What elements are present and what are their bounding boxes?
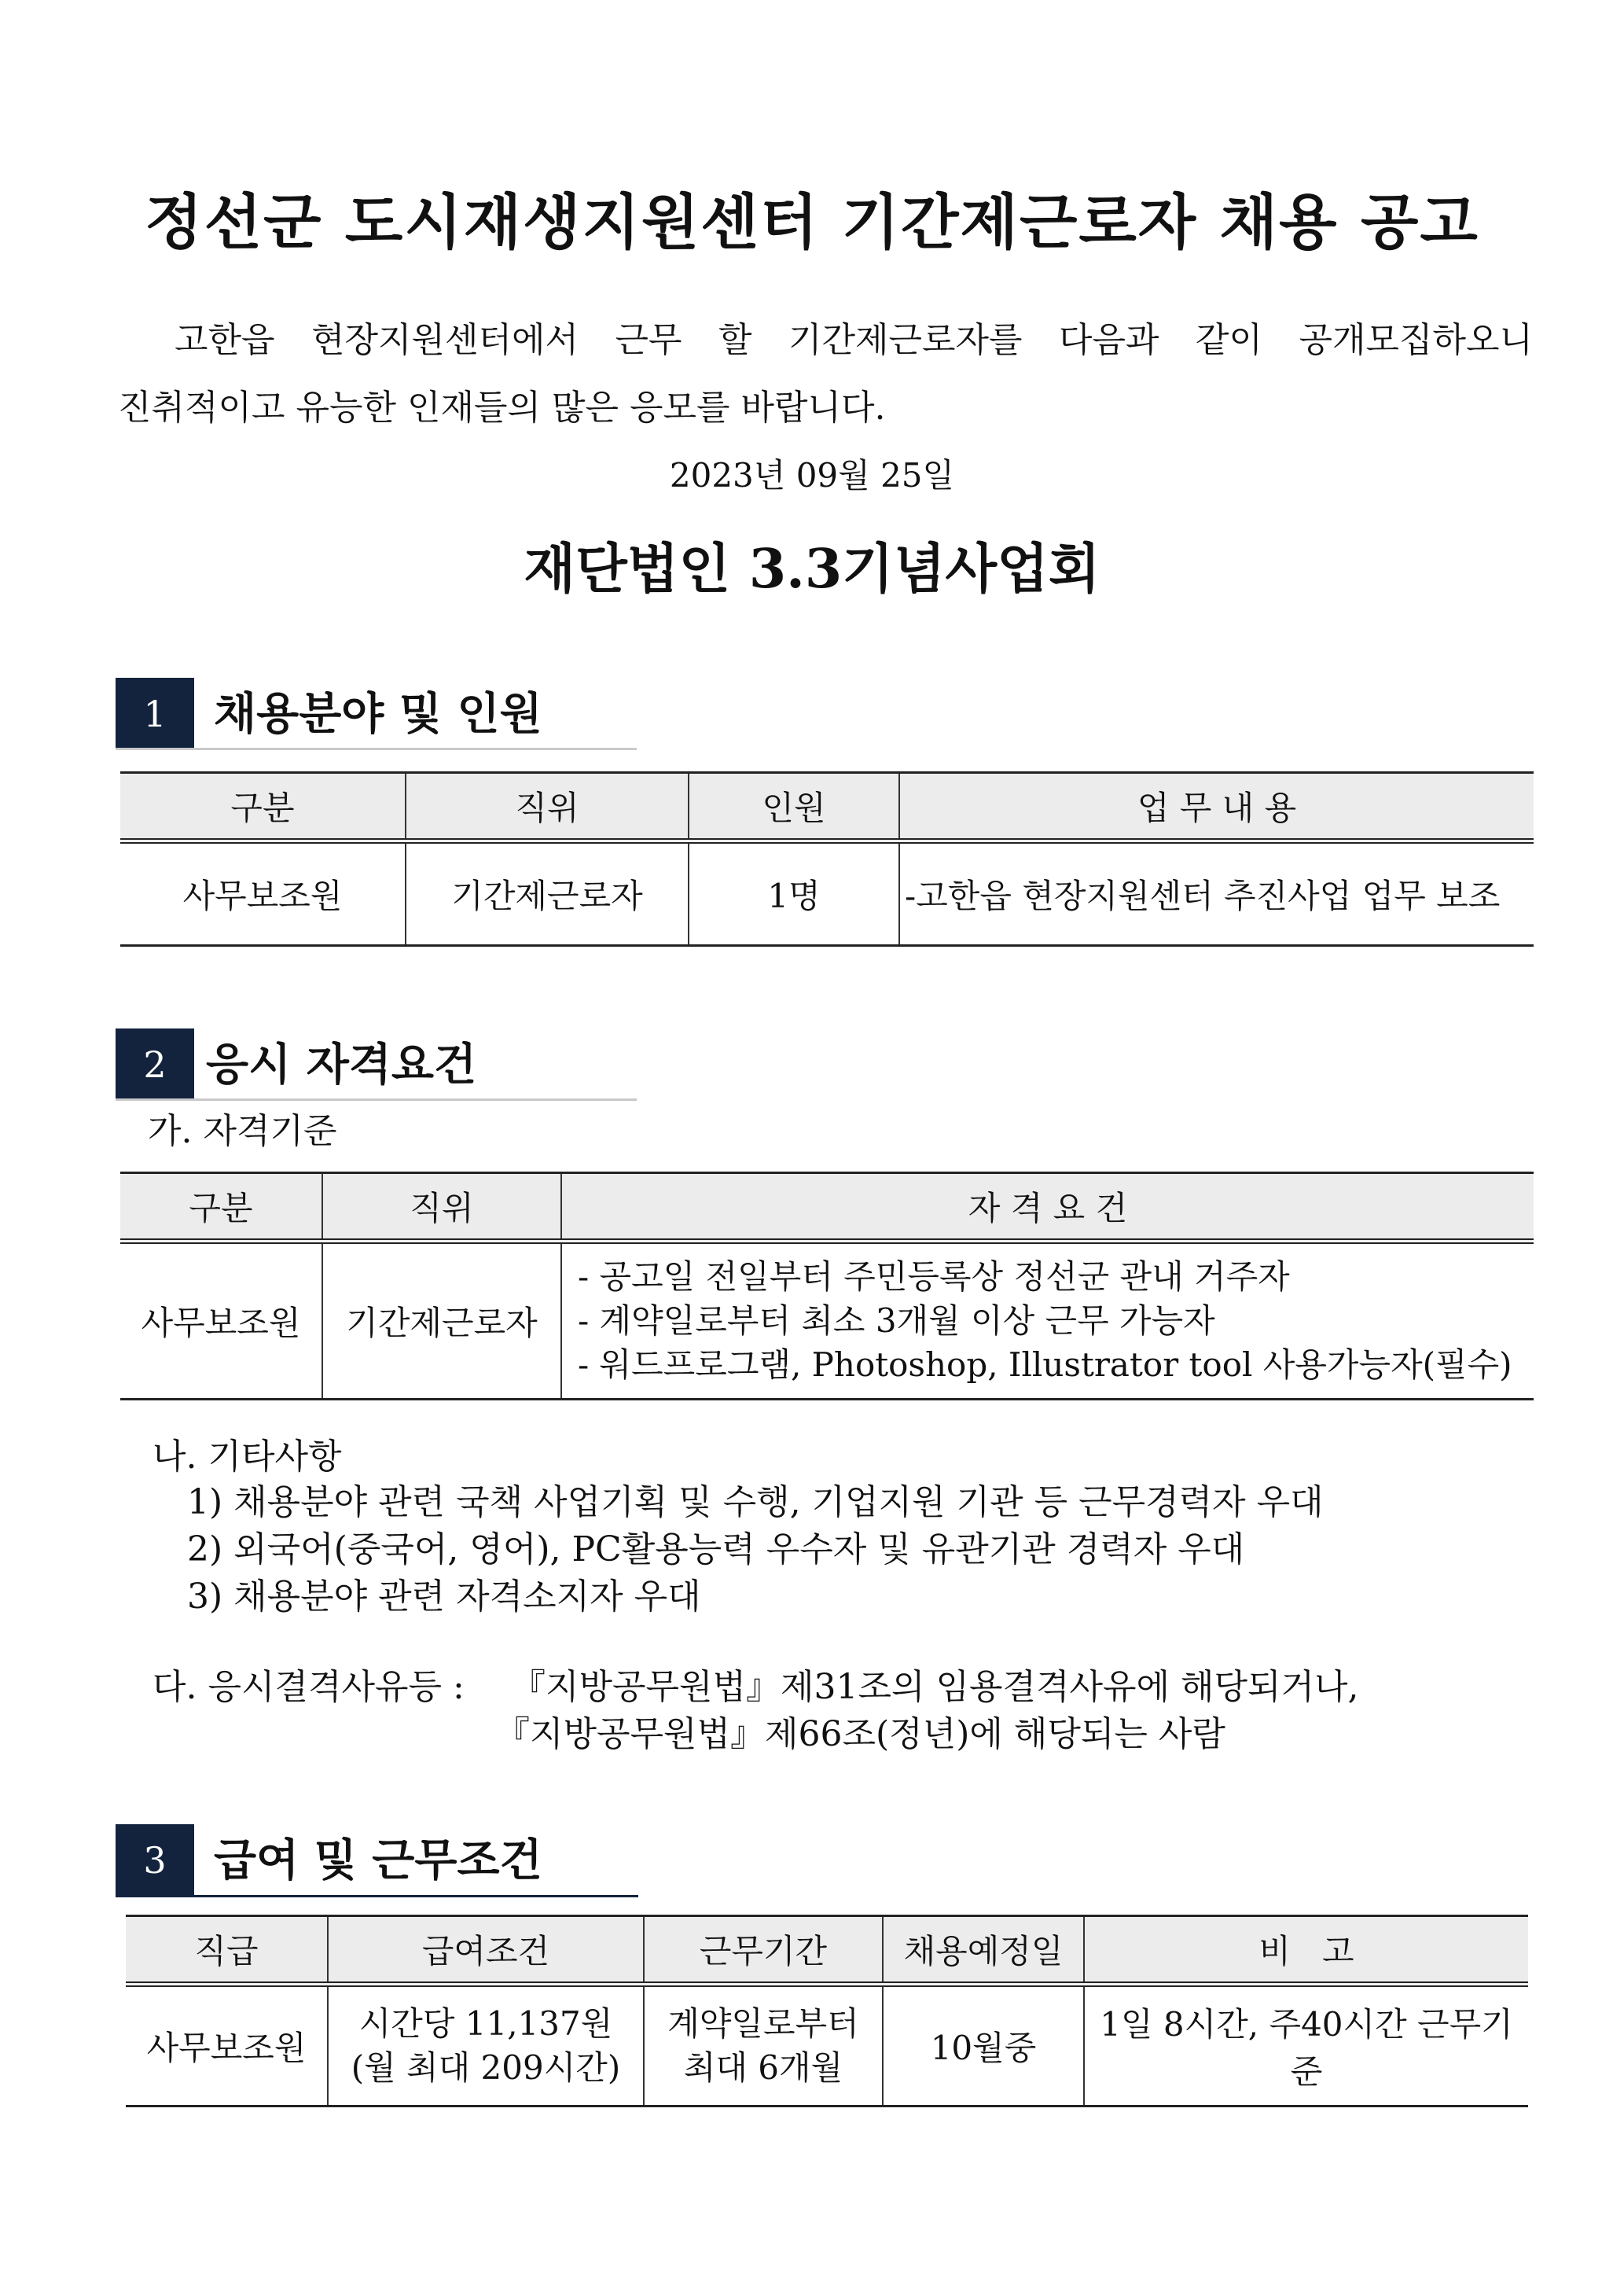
cell-grade: 사무보조원 — [126, 1985, 328, 2107]
intro-line-2: 진취적이고 유능한 인재들의 많은 응모를 바랍니다. — [118, 388, 886, 428]
requirement-item: - 공고일 전일부터 주민등록상 정선군 관내 거주자 — [578, 1257, 1290, 1296]
other-item-2: 2) 외국어(중국어, 영어), PC활용능력 우수자 및 유관기관 경력자 우대 — [187, 1529, 1245, 1569]
section-2-number: 2 — [116, 1028, 194, 1101]
header-note: 비 고 — [1084, 1916, 1528, 1985]
section-2-title: 응시 자격요건 — [206, 1039, 477, 1091]
header-category: 구분 — [120, 773, 406, 841]
document-title: 정선군 도시재생지원센터 기간제근로자 채용 공고 — [145, 187, 1479, 257]
pay-line-1: 시간당 11,137원 — [358, 2004, 613, 2043]
requirement-item: - 계약일로부터 최소 3개월 이상 근무 가능자 — [578, 1301, 1215, 1340]
section-3-number: 3 — [116, 1824, 194, 1897]
period-line-2: 최대 6개월 — [683, 2048, 843, 2087]
cell-period — [644, 1985, 883, 2107]
header-period: 근무기간 — [644, 1916, 883, 1985]
requirement-item: - 워드프로그램, Photoshop, Illustrator tool 사용가능자(필수) — [578, 1345, 1512, 1384]
announcement-date: 2023년 09월 25일 — [669, 456, 955, 495]
header-position: 직위 — [406, 773, 689, 841]
salary-conditions-table — [126, 1915, 1528, 2107]
cell-category: 사무보조원 — [120, 1242, 322, 1400]
table-row — [120, 1242, 1534, 1400]
other-item-3: 3) 채용분야 관련 자격소지자 우대 — [187, 1577, 701, 1617]
table-header-row — [126, 1916, 1528, 1985]
header-grade: 직급 — [126, 1916, 328, 1985]
cell-start-date: 10월중 — [883, 1985, 1084, 2107]
cell-headcount: 1명 — [689, 841, 899, 946]
organization-name: 재단법인 3.3기념사업회 — [524, 538, 1100, 601]
section-1-title: 채용분야 및 인원 — [214, 688, 542, 740]
table-row — [120, 841, 1534, 946]
table-header-row — [120, 773, 1534, 841]
cell-position: 기간제근로자 — [322, 1242, 561, 1400]
header-headcount: 인원 — [689, 773, 899, 841]
cell-category: 사무보조원 — [120, 841, 406, 946]
intro-line-1: 고한읍 현장지원센터에서 근무 할 기간제근로자를 다음과 같이 공개모집하오니 — [175, 320, 1533, 360]
staffing-table — [120, 771, 1534, 947]
other-item-1: 1) 채용분야 관련 국책 사업기획 및 수행, 기업지원 기관 등 근무경력자 우대 — [187, 1482, 1324, 1522]
cell-pay — [328, 1985, 644, 2107]
section-2-underline — [116, 1098, 637, 1101]
header-category: 구분 — [120, 1173, 322, 1242]
header-pay: 급여조건 — [328, 1916, 644, 1985]
section-1-underline — [116, 748, 637, 750]
header-start-date: 채용예정일 — [883, 1916, 1084, 1985]
cell-requirements — [561, 1242, 1534, 1400]
cell-position: 기간제근로자 — [406, 841, 689, 946]
disqualification-line-1: 『지방공무원법』제31조의 임용결격사유에 해당되거나, — [511, 1667, 1359, 1707]
section-3-title: 급여 및 근무조건 — [214, 1834, 542, 1886]
cell-note: 1일 8시간, 주40시간 근무기준 — [1084, 1985, 1528, 2107]
other-items-heading: 나. 기타사항 — [152, 1437, 342, 1477]
qualification-table — [120, 1172, 1534, 1400]
period-line-1: 계약일로부터 — [667, 2004, 859, 2043]
table-row — [126, 1985, 1528, 2107]
cell-duties: -고한읍 현장지원센터 추진사업 업무 보조 — [899, 841, 1534, 946]
header-position: 직위 — [322, 1173, 561, 1242]
table-header-row — [120, 1173, 1534, 1242]
section-3-underline — [116, 1895, 638, 1897]
disqualification-label: 다. 응시결격사유등 : — [152, 1667, 465, 1707]
disqualification-line-2: 『지방공무원법』제66조(정년)에 해당되는 사람 — [495, 1714, 1225, 1754]
qualification-standard-heading: 가. 자격기준 — [148, 1111, 337, 1151]
pay-line-2: (월 최대 209시간) — [351, 2048, 621, 2087]
header-duties: 업 무 내 용 — [899, 773, 1534, 841]
header-requirements: 자 격 요 건 — [561, 1173, 1534, 1242]
section-1-number: 1 — [116, 678, 194, 750]
